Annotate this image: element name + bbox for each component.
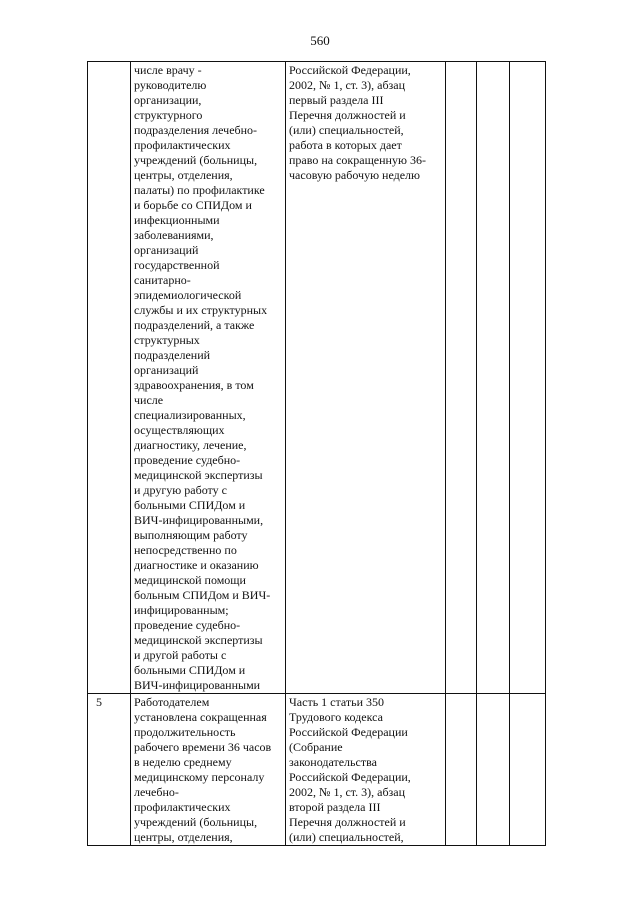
requirement-description-text: Работодателем установлена сокращенная продолжительность рабочего времени 36 часов в неделю среднему медицинскому персоналу лечебно- профилактических учреждений (больницы, центры, отделения, [134, 695, 272, 844]
requirement-description-text: числе врачу - руководителю организации, структурного подразделения лечебно- профилактических учреждений (больницы, центры, отделения, палаты) по профилактике и борьбе со СПИДом и инфекционными заболеваниями, организаций государственной санитарно- эпидемиологической службы и их структурных подразделений, а также структурных подразделений организаций здравоохранения, в том числе специализированных, осуществляющих диагностику, лечение, проведение судебно- медицинской экспертизы и другую работу с больными СПИДом и ВИЧ-инфицированными, выполняющим работу непосредственно по диагностике и оказанию медицинской помощи больным СПИДом и ВИЧ- инфицированным; проведение судебно- медицинской экспертизы и другой работы с больными СПИДом и ВИЧ-инфицированными [134, 63, 271, 692]
answer-no-cell [477, 694, 510, 846]
answer-no-cell [477, 62, 510, 694]
legal-basis-cell [286, 694, 446, 846]
note-cell [510, 694, 546, 846]
note-cell [510, 62, 546, 694]
page-number: 560 [310, 33, 330, 48]
answer-yes-cell [446, 694, 477, 846]
requirements-table [87, 61, 546, 846]
legal-basis-cell [286, 62, 446, 694]
table-row [88, 694, 546, 846]
requirement-description-cell [131, 62, 286, 694]
table-row [88, 62, 546, 694]
requirement-description-cell [131, 694, 286, 846]
answer-yes-cell [446, 62, 477, 694]
legal-basis-text: Российской Федерации, 2002, № 1, ст. 3), абзац первый раздела III Перечня должностей и (или) специальностей, работа в которых дает право на сокращенную 36- часовую рабочую неделю [289, 63, 426, 182]
legal-basis-text: Часть 1 статьи 350 Трудового кодекса Российской Федерации (Собрание законодательства Российской Федерации, 2002, № 1, ст. 3), абзац второй раздела III Перечня должностей и (или) специальностей, [289, 695, 411, 844]
row-number-cell [88, 62, 131, 694]
row-number-cell: 5 [88, 694, 131, 846]
